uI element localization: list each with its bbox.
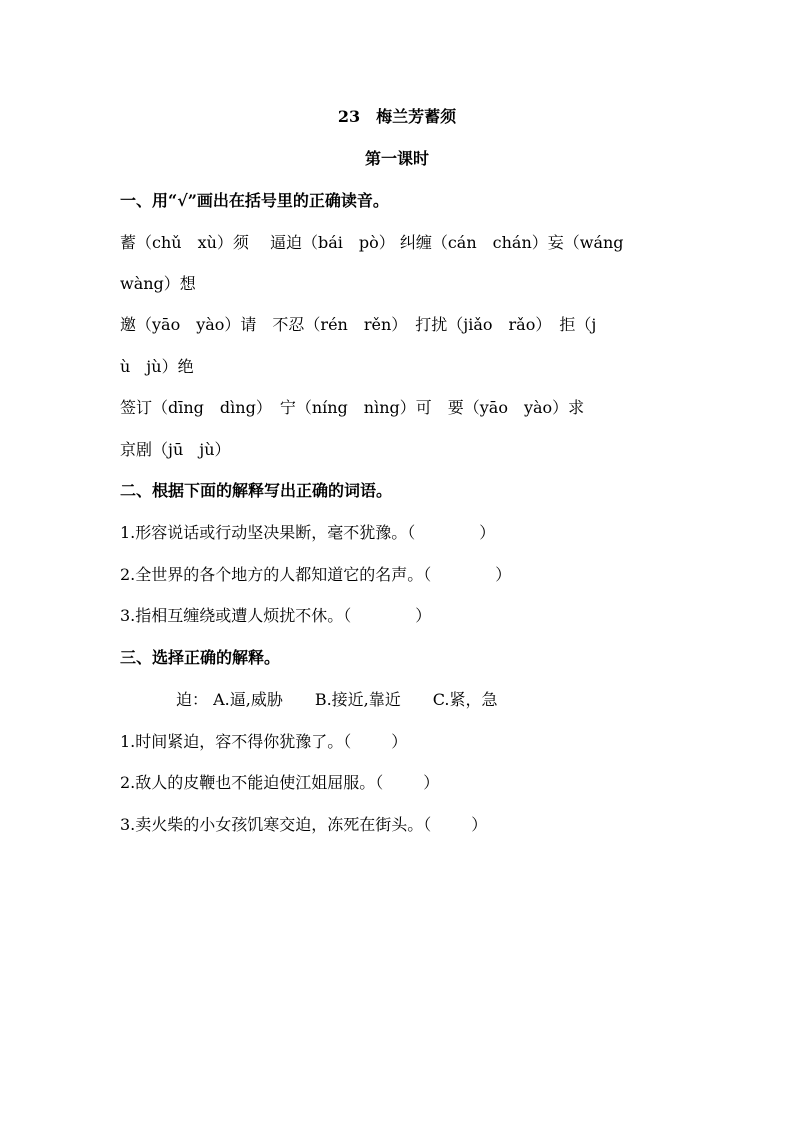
choice-text: 2.敌人的皮鞭也不能迫使江姐屈服。（: [120, 773, 384, 792]
section2-heading: 二、根据下面的解释写出正确的词语。: [120, 481, 393, 500]
definition-text: 2.全世界的各个地方的人都知道它的名声。（: [120, 565, 432, 584]
close-paren: ）: [415, 606, 432, 625]
close-paren: ）: [471, 815, 488, 834]
section1-heading: 一、用“√”画出在括号里的正确读音。: [120, 191, 389, 210]
choice-text: 1.时间紧迫，容不得你犹豫了。（: [120, 732, 352, 751]
choice-item: [120, 814, 680, 836]
definition-item: [120, 564, 680, 586]
definition-item: [120, 522, 680, 544]
pinyin-line: 签订（dīng dìng） 宁（níng nìng）可 要（yāo yào）求: [120, 398, 585, 417]
pinyin-line: wàng）想: [120, 274, 196, 293]
choice-text: 3.卖火柴的小女孩饥寒交迫，冻死在街头。（: [120, 815, 432, 834]
definition-text: 1.形容说话或行动坚决果断，毫不犹豫。（: [120, 523, 416, 542]
close-paren: ）: [423, 773, 440, 792]
close-paren: ）: [479, 523, 496, 542]
pinyin-line: 京剧（jū jù）: [120, 440, 231, 459]
definition-text: 3.指相互缠绕或遭人烦扰不休。（: [120, 606, 352, 625]
choice-item: [120, 731, 680, 753]
definition-item: [120, 605, 680, 627]
pinyin-line: 蓄（chǔ xù）须 逼迫（bái pò） 纠缠（cán chán）妄（wáng: [120, 233, 624, 252]
pinyin-line: ù jù）绝: [120, 357, 194, 376]
close-paren: ）: [495, 565, 512, 584]
pinyin-line: 邀（yāo yào）请 不忍（rén rěn） 打扰（jiǎo rǎo） 拒（j: [120, 315, 597, 334]
meaning-options: 迫： A.逼,威胁 B.接近,靠近 C.紧，急: [176, 690, 498, 709]
close-paren: ）: [391, 732, 408, 751]
section3-heading: 三、选择正确的解释。: [120, 648, 281, 667]
choice-item: [120, 772, 680, 794]
lesson-title: 23 梅兰芳蓄须: [337, 107, 457, 126]
lesson-subtitle: 第一课时: [364, 149, 429, 168]
